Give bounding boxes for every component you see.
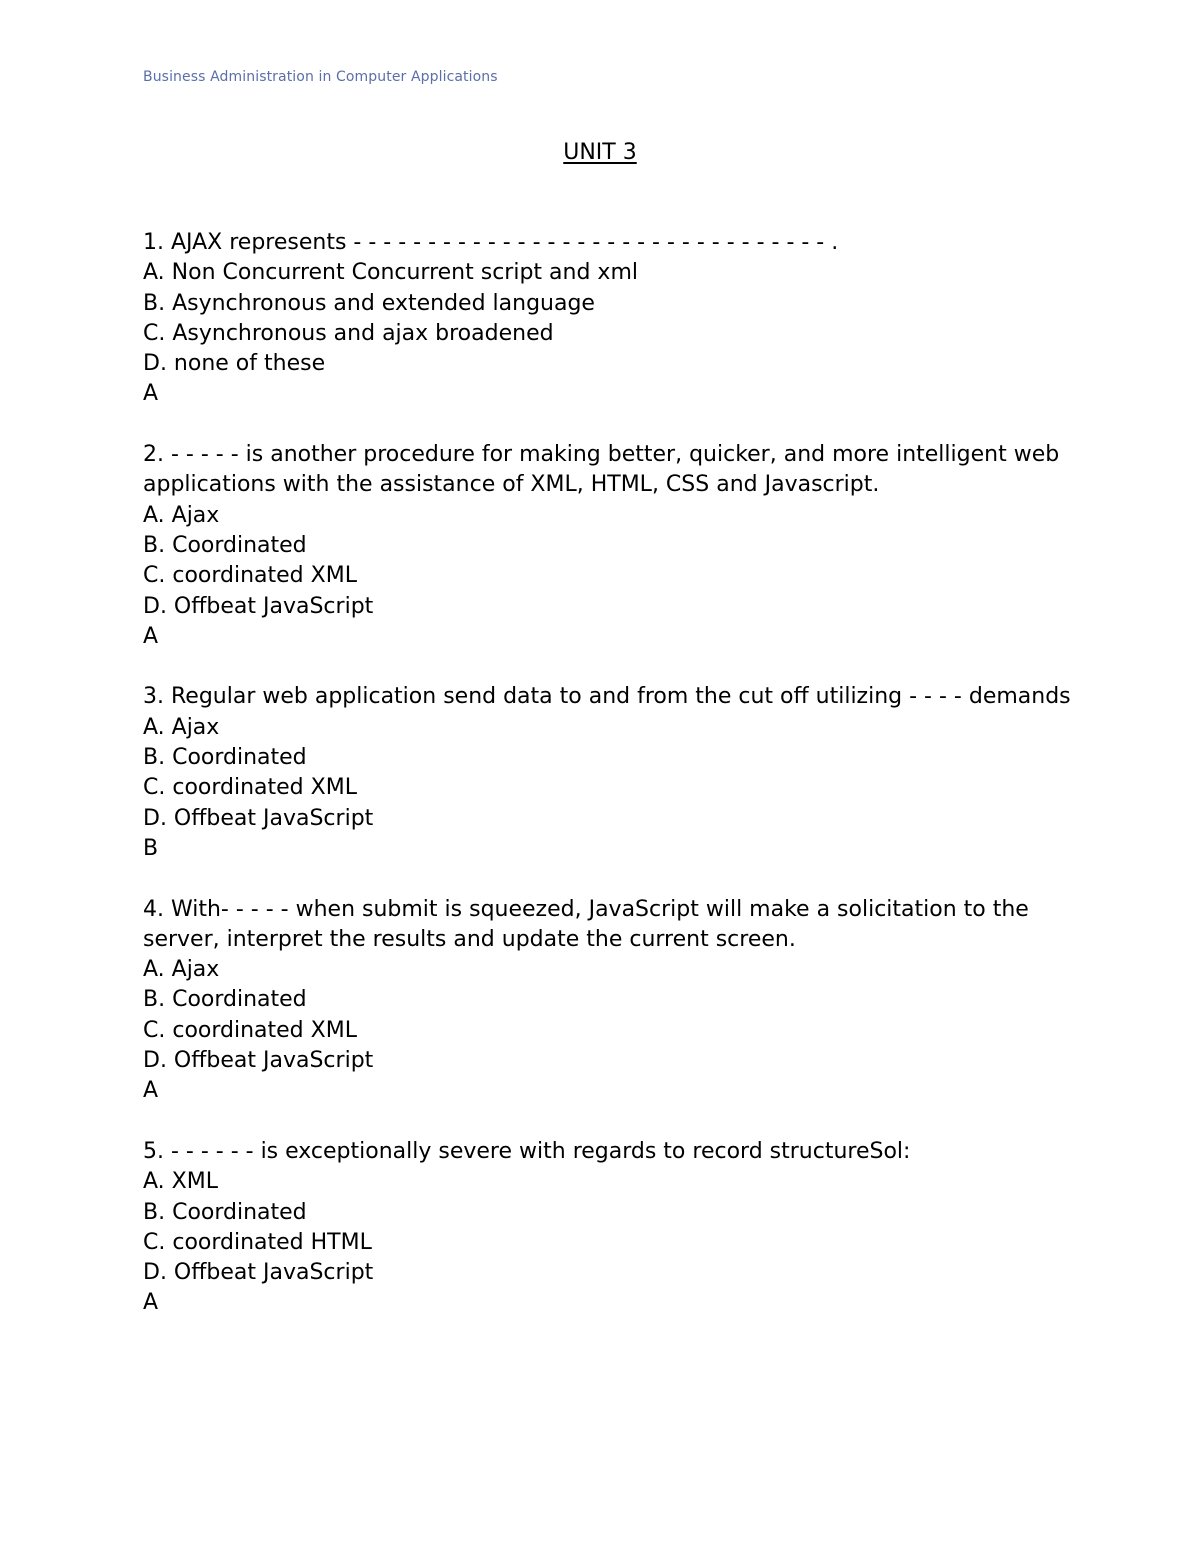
answer: A xyxy=(143,1290,159,1316)
question-list xyxy=(143,228,1073,1349)
answer: A xyxy=(143,623,159,649)
question-text: 3. Regular web application send data to and from the cut off utilizing - - - - demands xyxy=(143,684,1071,710)
option-a: A. Ajax xyxy=(143,957,220,983)
option-d: D. Offbeat JavaScript xyxy=(143,593,374,619)
option-d: D. Offbeat JavaScript xyxy=(143,1260,374,1286)
option-a: A. Ajax xyxy=(143,502,220,528)
question-text: 4. With- - - - - when submit is squeezed, JavaScript will make a solicitation to the server, interpret the results and update the current screen. xyxy=(143,896,1036,952)
question-1 xyxy=(143,228,1073,410)
option-a: A. Non Concurrent Concurrent script and xml xyxy=(143,260,638,286)
option-b: B. Asynchronous and extended language xyxy=(143,290,595,316)
option-b: B. Coordinated xyxy=(143,1199,307,1225)
page-header: Business Administration in Computer Applications xyxy=(143,69,498,85)
option-d: D. Offbeat JavaScript xyxy=(143,805,374,831)
option-b: B. Coordinated xyxy=(143,987,307,1013)
option-c: C. coordinated XML xyxy=(143,1017,357,1043)
option-c: C. coordinated HTML xyxy=(143,1229,372,1255)
option-b: B. Coordinated xyxy=(143,745,307,771)
question-text: 1. AJAX represents - - - - - - - - - - - - - - - - - - - - - - - - - - - - - - - - . xyxy=(143,230,839,255)
option-a: A. Ajax xyxy=(143,714,220,740)
question-4 xyxy=(143,895,1073,1107)
option-d: D. Offbeat JavaScript xyxy=(143,1048,374,1074)
question-5 xyxy=(143,1137,1073,1319)
question-2 xyxy=(143,440,1073,652)
option-a: A. XML xyxy=(143,1169,218,1195)
option-c: C. coordinated XML xyxy=(143,775,357,801)
option-c: C. coordinated XML xyxy=(143,563,357,589)
question-3 xyxy=(143,682,1073,864)
answer: A xyxy=(143,1078,159,1104)
option-d: D. none of these xyxy=(143,351,326,377)
answer: A xyxy=(143,381,159,407)
question-text: 5. - - - - - - is exceptionally severe with regards to record structureSol: xyxy=(143,1138,911,1164)
unit-title: UNIT 3 xyxy=(563,140,637,165)
question-text: 2. - - - - - is another procedure for making better, quicker, and more intelligent web applications with the assistance of XML, HTML, CSS and Javascript. xyxy=(143,442,1067,498)
answer: B xyxy=(143,835,159,861)
option-b: B. Coordinated xyxy=(143,532,307,558)
option-c: C. Asynchronous and ajax broadened xyxy=(143,320,554,346)
